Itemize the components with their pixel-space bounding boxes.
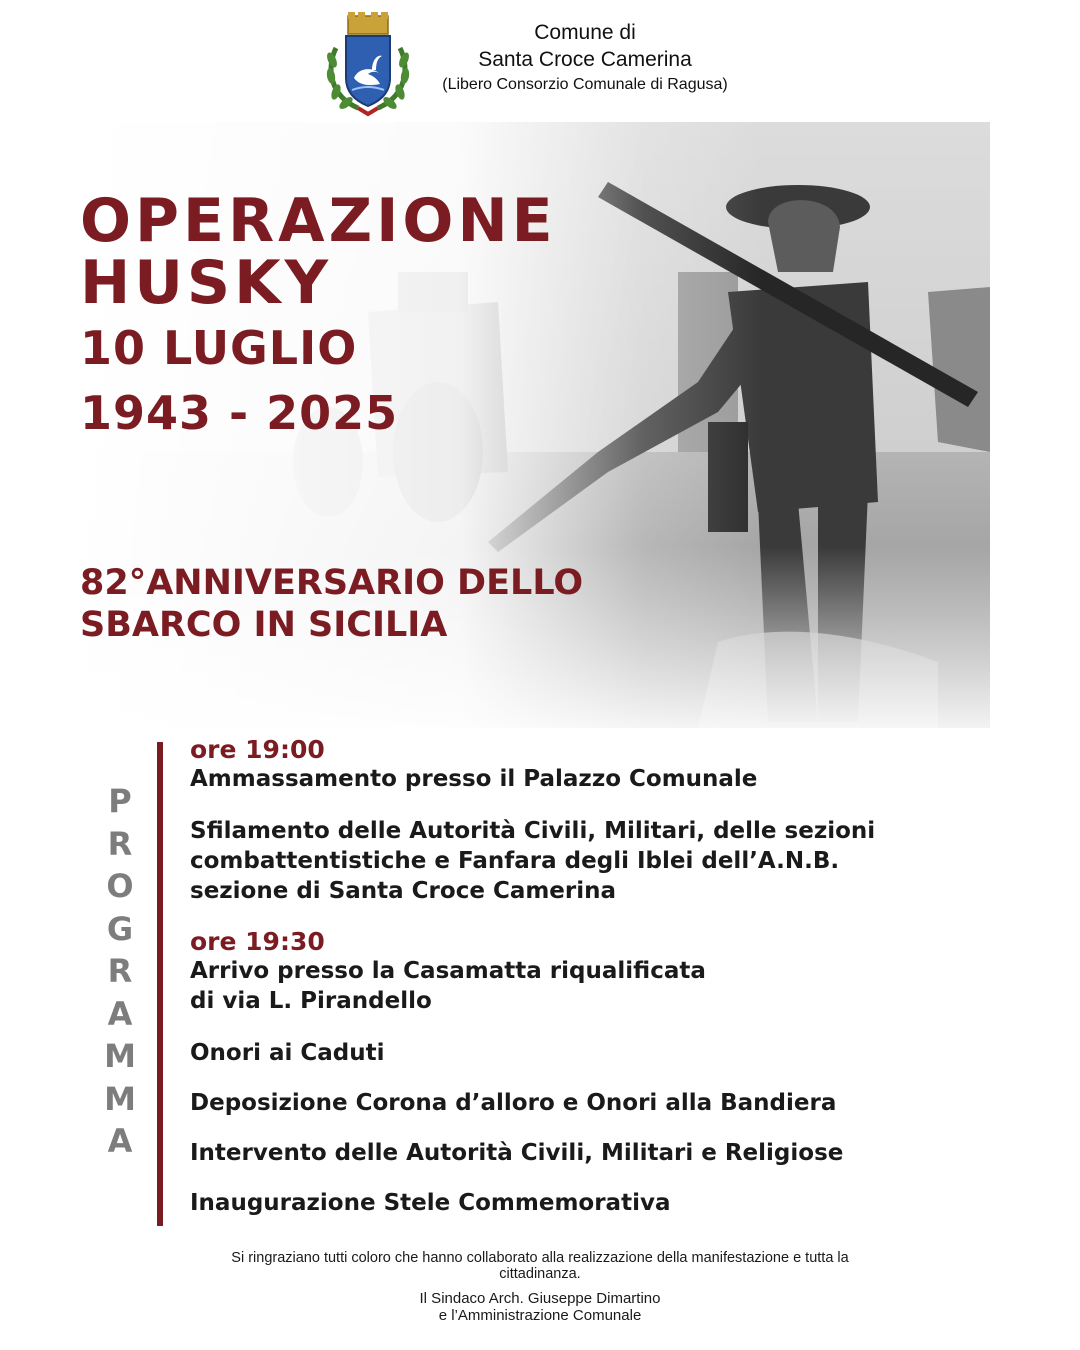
municipality-name: Santa Croce Camerina bbox=[478, 48, 692, 71]
signature-line-1: Il Sindaco Arch. Giuseppe Dimartino bbox=[419, 1290, 661, 1307]
program-label-letter: M bbox=[104, 1037, 136, 1075]
title-years: 1943 - 2025 bbox=[80, 386, 399, 440]
thanks-note bbox=[100, 1250, 980, 1282]
municipality-consortium: (Libero Consorzio Comunale di Ragusa) bbox=[442, 76, 728, 93]
program-item: Inaugurazione Stele Commemorativa bbox=[190, 1190, 671, 1216]
program-label-letter: R bbox=[107, 952, 133, 990]
program-item: Sfilamento delle Autorità Civili, Militari, delle sezioni bbox=[190, 818, 876, 844]
program-time: ore 19:00 bbox=[190, 735, 325, 764]
program-label-letter: A bbox=[107, 1122, 133, 1160]
anniversary-line-1: 82°ANNIVERSARIO DELLO bbox=[80, 563, 584, 603]
program-time: ore 19:30 bbox=[190, 927, 325, 956]
program-list bbox=[190, 736, 1050, 1218]
program-label-letter: A bbox=[107, 994, 133, 1033]
event-title bbox=[80, 186, 557, 444]
program-item: combattentistiche e Fanfara degli Iblei dell’A.N.B. bbox=[190, 848, 840, 874]
program-label-letter: G bbox=[106, 909, 134, 948]
program-label-letter: M bbox=[104, 1079, 136, 1118]
signature-line-2: e l’Amministrazione Comunale bbox=[438, 1307, 642, 1324]
program-item: Deposizione Corona d’alloro e Onori alla Bandiera bbox=[190, 1090, 837, 1116]
program-item: sezione di Santa Croce Camerina bbox=[190, 878, 617, 904]
anniversary-line-2: SBARCO IN SICILIA bbox=[80, 605, 448, 645]
municipal-crest-icon bbox=[322, 8, 414, 120]
title-date: 10 LUGLIO bbox=[80, 321, 358, 375]
program-item: Arrivo presso la Casamatta riqualificata bbox=[190, 958, 706, 984]
program-label-letter: R bbox=[107, 824, 133, 863]
municipality-heading bbox=[420, 20, 750, 96]
program-label-letter: P bbox=[108, 782, 132, 820]
program-divider bbox=[157, 742, 163, 1226]
program-vertical-label bbox=[100, 780, 140, 1163]
program-item: Intervento delle Autorità Civili, Militari e Religiose bbox=[190, 1140, 844, 1166]
program-label-letter: O bbox=[106, 867, 134, 905]
title-line-1: OPERAZIONE bbox=[80, 186, 557, 256]
thanks-line-1: Si ringraziano tutti coloro che hanno collaborato alla realizzazione della manifestazione e tutta la bbox=[231, 1250, 849, 1266]
municipality-line-1: Comune di bbox=[534, 21, 636, 44]
signature bbox=[330, 1290, 750, 1324]
program-item: Onori ai Caduti bbox=[190, 1040, 385, 1066]
program-item: di via L. Pirandello bbox=[190, 988, 432, 1014]
anniversary-subtitle bbox=[80, 562, 583, 646]
title-line-2: HUSKY bbox=[80, 248, 333, 318]
header bbox=[0, 0, 1080, 122]
program-item: Ammassamento presso il Palazzo Comunale bbox=[190, 766, 758, 792]
thanks-line-2: cittadinanza. bbox=[499, 1266, 581, 1282]
